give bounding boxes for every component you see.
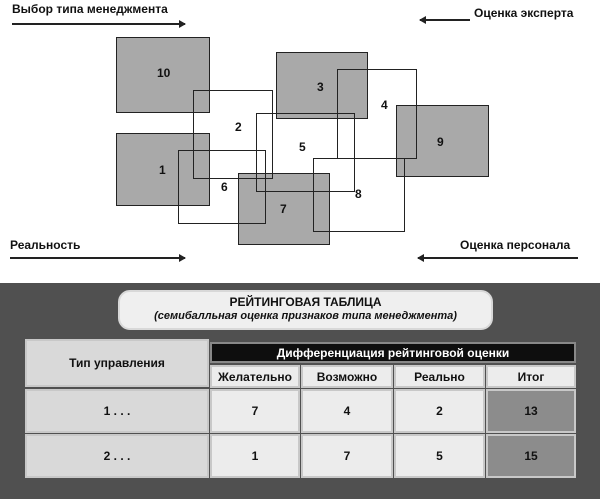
header-management-type (25, 339, 209, 387)
row-1-possible: 4 (301, 389, 393, 433)
square-10-label: 10 (157, 66, 171, 80)
arrow-right-icon (12, 23, 185, 25)
row-1-type: 1 . . . (25, 389, 209, 433)
arrow-right-icon (10, 257, 185, 259)
square-1-label: 1 (159, 163, 166, 177)
rating-table-panel (0, 283, 600, 499)
rating-table-title: РЕЙТИНГОВАЯ ТАБЛИЦА (229, 295, 382, 309)
row-1-total: 13 (486, 389, 576, 433)
row-2-type: 2 . . . (25, 434, 209, 478)
row-1-real: 2 (394, 389, 485, 433)
label-expert-evaluation: Оценка эксперта (474, 6, 574, 20)
square-5-label: 5 (299, 140, 306, 154)
arrow-left-icon (420, 19, 470, 21)
column-header-desired: Желательно (210, 365, 300, 388)
label-reality: Реальность (10, 238, 81, 252)
square-4-label: 4 (381, 98, 388, 112)
row-2-total: 15 (486, 434, 576, 478)
column-header-possible: Возможно (301, 365, 393, 388)
rating-table-title-box (118, 290, 493, 330)
row-1-desired: 7 (210, 389, 300, 433)
square-6-label: 6 (221, 180, 228, 194)
label-staff-evaluation: Оценка персонала (460, 238, 571, 252)
row-2-real: 5 (394, 434, 485, 478)
row-2-possible: 7 (301, 434, 393, 478)
header-rating-differentiation: Дифференциация рейтинговой оценки (210, 342, 576, 363)
square-2-label: 2 (235, 120, 242, 134)
rating-table-subtitle: (семибалльная оценка признаков типа менеджмента) (154, 310, 457, 322)
column-header-real: Реально (394, 365, 485, 388)
column-header-total: Итог (486, 365, 576, 388)
square-3-label: 3 (317, 80, 324, 94)
square-8-label: 8 (355, 187, 362, 201)
header-management-type-text: Тип управления (69, 356, 165, 370)
square-7-label: 7 (280, 202, 287, 216)
square-9-label: 9 (437, 135, 444, 149)
arrow-left-icon (418, 257, 578, 259)
label-management-type: Выбор типа менеджмента (12, 2, 168, 16)
row-2-desired: 1 (210, 434, 300, 478)
